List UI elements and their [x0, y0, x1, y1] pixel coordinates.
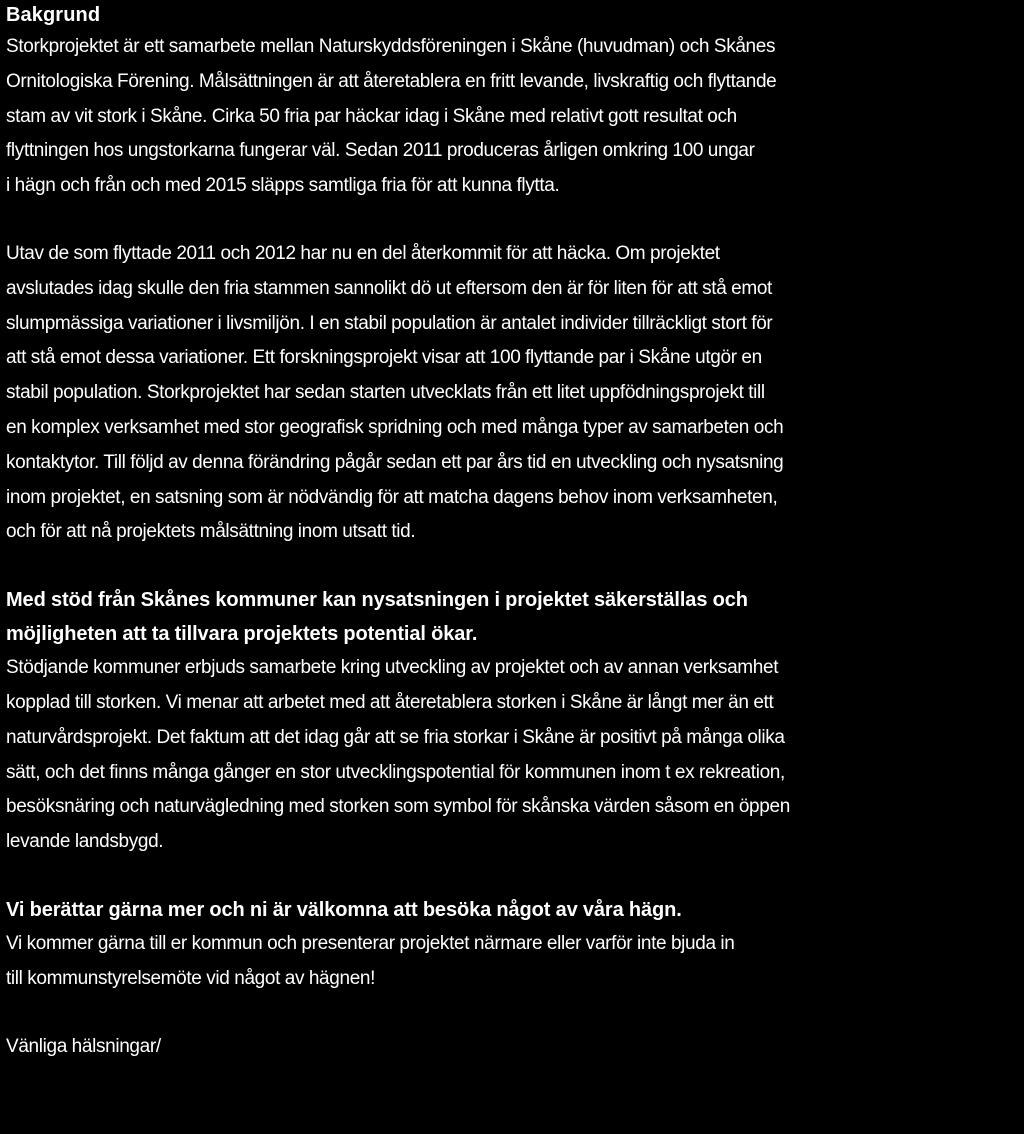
paragraph-spacer: [6, 204, 1022, 237]
text-line: sätt, och det finns många gånger en stor utvecklingspotential för kommunen inom t ex rekreation,: [6, 761, 785, 783]
text-line: Stödjande kommuner erbjuds samarbete kring utveckling av projektet och av annan verksamhet: [6, 657, 779, 679]
bold-statement-line: Vi berättar gärna mer och ni är välkomna att besöka något av våra hägn.: [6, 898, 682, 921]
text-line: Storkprojektet är ett samarbete mellan Naturskyddsföreningen i Skåne (huvudman) och Skånes: [6, 36, 776, 57]
text-line: en komplex verksamhet med stor geografisk spridning och med många typer av samarbeten och: [6, 416, 784, 438]
text-line: naturvårdsprojekt. Det faktum att det idag går att se fria storkar i Skåne är positivt på många olika: [6, 726, 785, 748]
text-line: stabil population. Storkprojektet har sedan starten utvecklats från ett litet uppfödningsprojekt till: [6, 382, 765, 404]
text-line: inom projektet, en satsning som är nödvändig för att matcha dagens behov inom verksamheten,: [6, 486, 778, 508]
text-line: till kommunstyrelsemöte vid något av hägnen!: [6, 967, 376, 989]
closing-line: [6, 1030, 1022, 1065]
text-line: flyttningen hos ungstorkarna fungerar väl. Sedan 2011 produceras årligen omkring 100 ungar: [6, 140, 755, 162]
support-section: [6, 583, 1022, 860]
population-paragraph: [6, 237, 1022, 550]
text-line: kopplad till storken. Vi menar att arbetet med att återetablera storken i Skåne är långt mer än ett: [6, 691, 774, 713]
bold-statement-line: Med stöd från Skånes kommuner kan nysatsningen i projektet säkerställas och: [6, 589, 748, 612]
text-line: Vi kommer gärna till er kommun och presenterar projektet närmare eller varför inte bjuda in: [6, 932, 735, 954]
invitation-section: [6, 893, 1022, 997]
bold-statement-line: möjligheten att ta tillvara projektets potential ökar.: [6, 623, 478, 646]
text-line: i hägn och från och med 2015 släpps samtliga fria för att kunna flytta.: [6, 175, 560, 197]
text-line: stam av vit stork i Skåne. Cirka 50 fria par häckar idag i Skåne med relativt gott resultat och: [6, 105, 737, 127]
document-page: [6, 0, 1022, 1064]
paragraph-spacer: [6, 550, 1022, 583]
paragraph-spacer: [6, 860, 1022, 893]
text-line: slumpmässiga variationer i livsmiljön. I en stabil population är antalet individer tillräckligt stort för: [6, 312, 773, 334]
closing-text: Vänliga hälsningar/: [6, 1035, 161, 1057]
text-line: besöksnäring och naturvägledning med storken som symbol för skånska värden såsom en öppen: [6, 796, 790, 818]
text-line: att stå emot dessa variationer. Ett forskningsprojekt visar att 100 flyttande par i Skåne utgör en: [6, 347, 762, 369]
text-line: kontaktytor. Till följd av denna förändring pågår sedan ett par års tid en utveckling och nysatsning: [6, 451, 784, 473]
text-line: Ornitologiska Förening. Målsättningen är att återetablera en fritt levande, livskraftig och flyttande: [6, 70, 777, 92]
text-line: Utav de som flyttade 2011 och 2012 har nu en del återkommit för att häcka. Om projektet: [6, 242, 720, 264]
text-line: och för att nå projektets målsättning inom utsatt tid.: [6, 521, 416, 543]
text-line: levande landsbygd.: [6, 831, 164, 853]
text-line: avslutades idag skulle den fria stammen sannolikt dö ut eftersom den är för liten för att stå emot: [6, 277, 772, 299]
background-paragraph: [6, 30, 1022, 204]
section-heading: Bakgrund: [6, 4, 101, 26]
paragraph-spacer: [6, 997, 1022, 1030]
